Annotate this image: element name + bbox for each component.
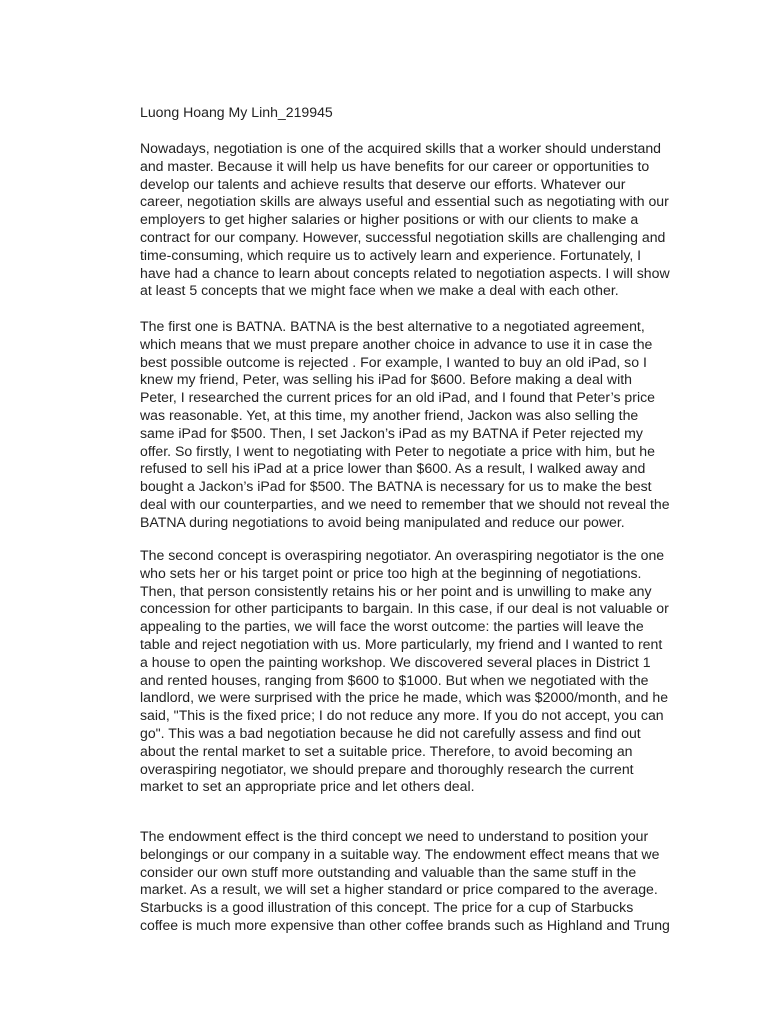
paragraph-line: Peter, I researched the current prices for an old iPad, and I found that Peter’s price xyxy=(140,389,655,406)
paragraph-line: contract for our company. However, successful negotiation skills are challenging and xyxy=(140,228,666,245)
author-line-text: Luong Hoang My Linh_219945 xyxy=(140,104,333,120)
paragraph-line: market to set an appropriate price and let others deal. xyxy=(140,778,475,795)
author-line xyxy=(140,104,760,122)
paragraph-line: belongings or our company in a suitable way. The endowment effect means that we xyxy=(140,845,660,862)
paragraph-line: BATNA during negotiations to avoid being manipulated and reduce our power. xyxy=(140,513,625,530)
paragraph-line: about the rental market to set a suitable price. Therefore, to avoid becoming an xyxy=(140,742,633,759)
paragraph-line: who sets her or his target point or price too high at the beginning of negotiations. xyxy=(140,564,642,581)
paragraph-line: market. As a result, we will set a higher standard or price compared to the average. xyxy=(140,881,658,898)
paragraph-line: Starbucks is a good illustration of this concept. The price for a cup of Starbucks xyxy=(140,899,634,916)
paragraph-batna xyxy=(140,318,760,532)
paragraph-line: The second concept is overaspiring negotiator. An overaspiring negotiator is the one xyxy=(140,547,665,563)
paragraph-line: said, "This is the fixed price; I do not reduce any more. If you do not accept, you can xyxy=(140,707,664,724)
paragraph-line: overaspiring negotiator, we should prepare and thoroughly research the current xyxy=(140,760,634,777)
paragraph-line: employers to get higher salaries or higher positions or with our clients to make a xyxy=(140,211,639,228)
paragraph-line: go". This was a bad negotiation because he did not carefully assess and find out xyxy=(140,724,641,741)
paragraph-line: refused to sell his iPad at a price lower than $600. As a result, I walked away and xyxy=(140,460,646,477)
paragraph-line: and rented houses, ranging from $600 to $1000. But when we negotiated with the xyxy=(140,671,649,688)
paragraph-line: landlord, we were surprised with the price he made, which was $2000/month, and he xyxy=(140,689,669,706)
paragraph-line: have had a chance to learn about concepts related to negotiation aspects. I will show xyxy=(140,264,670,281)
paragraph-line: bought a Jackon’s iPad for $500. The BATNA is necessary for us to make the best xyxy=(140,478,652,495)
paragraph-line: same iPad for $500. Then, I set Jackon’s iPad as my BATNA if Peter rejected my xyxy=(140,424,643,441)
paragraph-line: time-consuming, which require us to actively learn and experience. Fortunately, I xyxy=(140,246,642,263)
paragraph-line: which means that we must prepare another choice in advance to use it in case the xyxy=(140,335,653,352)
paragraph-endowment-effect xyxy=(140,828,760,935)
paragraph-line: consider our own stuff more outstanding and valuable than the same stuff in the xyxy=(140,863,637,880)
paragraph-line: Nowadays, negotiation is one of the acquired skills that a worker should understand xyxy=(140,140,661,156)
paragraph-line: offer. So firstly, I went to negotiating with Peter to negotiate a price with him, but he xyxy=(140,442,655,459)
paragraph-line: at least 5 concepts that we might face when we make a deal with each other. xyxy=(140,282,619,299)
paragraph-line: The endowment effect is the third concept we need to understand to position your xyxy=(140,828,649,844)
paragraph-line: Then, that person consistently retains his or her point and is unwilling to make any xyxy=(140,582,652,599)
paragraph-line: career, negotiation skills are always useful and essential such as negotiating with our xyxy=(140,193,669,210)
paragraph-line: knew my friend, Peter, was selling his iPad for $600. Before making a deal with xyxy=(140,371,632,388)
paragraph-intro xyxy=(140,140,760,300)
paragraph-line: was reasonable. Yet, at this time, my another friend, Jackon was also selling the xyxy=(140,406,639,423)
paragraph-line: table and reject negotiation with us. More particularly, my friend and I wanted to rent xyxy=(140,635,663,652)
paragraph-line: and master. Because it will help us have benefits for our career or opportunities to xyxy=(140,157,650,174)
paragraph-line: appealing to the parties, we will face the worst outcome: the parties will leave the xyxy=(140,618,644,635)
paragraph-line: best possible outcome is rejected . For example, I wanted to buy an old iPad, so I xyxy=(140,353,647,370)
paragraph-line: develop our talents and achieve results that deserve our efforts. Whatever our xyxy=(140,175,626,192)
paragraph-line: coffee is much more expensive than other coffee brands such as Highland and Trung xyxy=(140,916,670,933)
paragraph-line: The first one is BATNA. BATNA is the best alternative to a negotiated agreement, xyxy=(140,318,645,334)
paragraph-overaspiring-negotiator xyxy=(140,547,760,796)
paragraph-line: concession for other participants to bargain. In this case, if our deal is not valuable or xyxy=(140,600,669,617)
paragraph-line: a house to open the painting workshop. We discovered several places in District 1 xyxy=(140,653,651,670)
paragraph-line: deal with our counterparties, and we need to remember that we should not reveal the xyxy=(140,495,670,512)
